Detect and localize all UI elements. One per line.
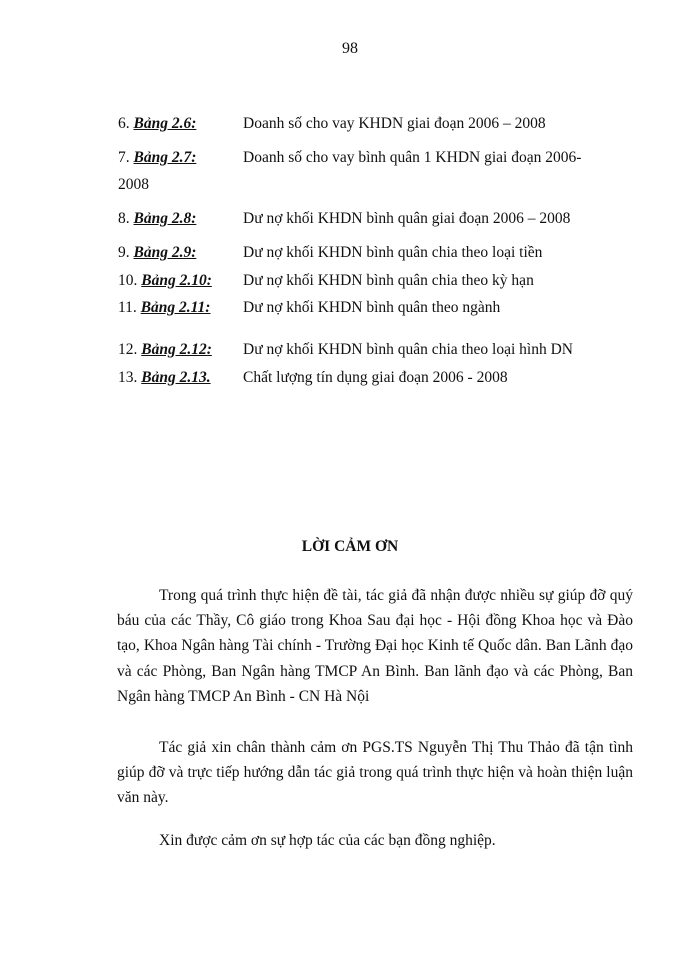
toc-description: Doanh số cho vay bình quân 1 KHDN giai đoạn 2006- [243,149,582,166]
toc-description: Dư nợ khối KHDN bình quân theo ngành [243,299,501,316]
toc-row-2-9 [118,244,542,262]
toc-number: 6. [118,115,130,132]
acknowledgement-title: LỜI CẢM ƠN [301,538,399,555]
toc-description: Doanh số cho vay KHDN giai đoạn 2006 – 2008 [243,115,546,132]
toc-label[interactable]: Bảng 2.6: [133,115,197,132]
toc-number: 9. [118,244,130,261]
toc-number: 13. [118,369,138,386]
toc-row-2-8 [118,210,570,228]
acknowledgement-paragraph-1: Trong quá trình thực hiện đề tài, tác giả đã nhận được nhiều sự giúp đỡ quý báu của các Thầy, Cô giáo trong Khoa Sau đại học - Hội đồng Khoa học và Đào tạo, Khoa Ngân hàng Tài chính - Trường Đại học Kinh tế Quốc dân. Ban Lãnh đạo và các Phòng, Ban Ngân hàng TMCP An Bình. Ban lãnh đạo và các Phòng, Ban Ngân hàng TMCP An Bình - CN Hà Nội [117,587,633,705]
toc-row-2-6 [118,115,546,133]
toc-label[interactable]: Bảng 2.9: [133,244,197,261]
toc-label[interactable]: Bảng 2.11: [140,299,211,316]
toc-description: Dư nợ khối KHDN bình quân giai đoạn 2006 – 2008 [243,210,571,227]
toc-row-2-12 [118,341,573,359]
toc-label[interactable]: Bảng 2.8: [133,210,197,227]
toc-row-2-7 [118,149,581,167]
toc-description: Dư nợ khối KHDN bình quân chia theo loại hình DN [243,341,573,358]
toc-label[interactable]: Bảng 2.13. [141,369,211,386]
toc-number: 8. [118,210,130,227]
toc-number: 7. [118,149,130,166]
toc-number: 10. [118,272,138,289]
acknowledgement-paragraph-2: Tác giả xin chân thành cảm ơn PGS.TS Nguyễn Thị Thu Thảo đã tận tình giúp đỡ và trực tiếp hướng dẫn tác giả trong quá trình thực hiện và hoàn thiện luận văn này. [117,739,633,807]
toc-label[interactable]: Bảng 2.7: [133,149,197,166]
toc-description: Chất lượng tín dụng giai đoạn 2006 - 2008 [243,369,508,386]
page-number: 98 [342,40,358,57]
toc-row-2-13 [118,369,508,387]
toc-number: 12. [118,341,138,358]
acknowledgement-paragraph-3: Xin được cảm ơn sự hợp tác của các bạn đồng nghiệp. [159,832,496,849]
toc-number: 11. [118,299,137,316]
toc-row-2-11 [118,299,500,317]
toc-row-2-10 [118,272,534,290]
toc-description: Dư nợ khối KHDN bình quân chia theo loại tiền [243,244,543,261]
toc-label[interactable]: Bảng 2.10: [141,272,212,289]
toc-description: Dư nợ khối KHDN bình quân chia theo kỳ hạn [243,272,534,289]
toc-wrap-2-7: 2008 [118,176,149,193]
toc-label[interactable]: Bảng 2.12: [141,341,212,358]
